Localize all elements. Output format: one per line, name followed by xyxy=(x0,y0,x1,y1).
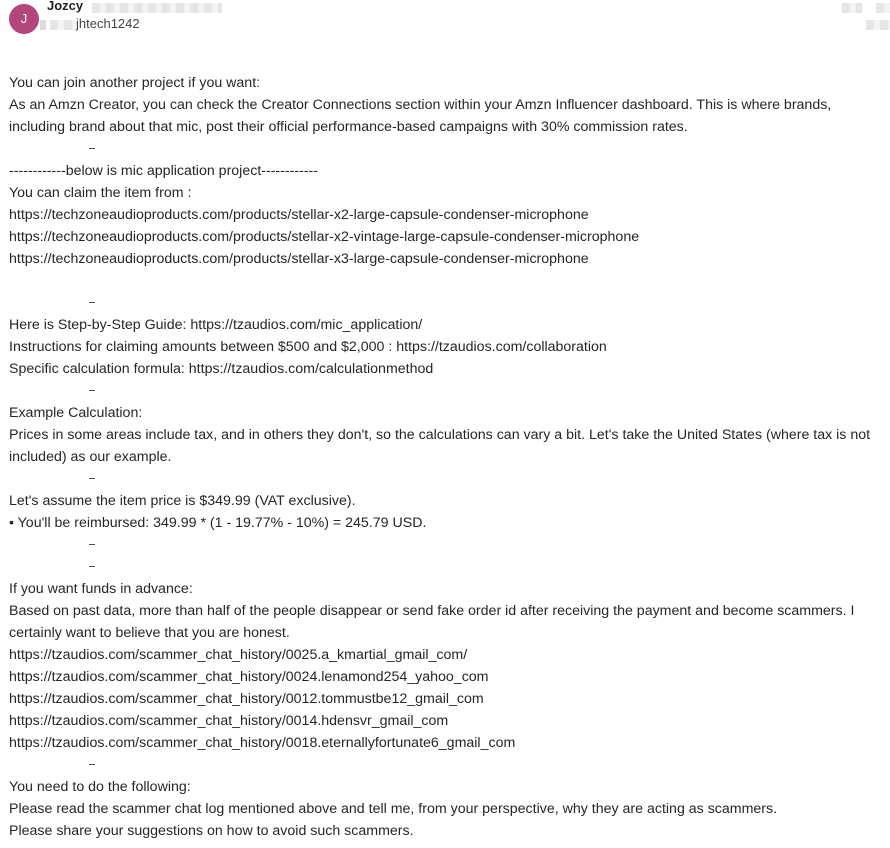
stray-mark xyxy=(89,478,95,479)
guide-line[interactable]: Specific calculation formula: https://tzaudios.com/calculationmethod xyxy=(9,361,434,377)
example-paragraph: Prices in some areas include tax, and in others they don't, so the calculations can vary a bit. Let's take the United States (where tax is not included) as our example. xyxy=(9,427,871,465)
todo-heading: You need to do the following: xyxy=(9,779,191,795)
blank-line xyxy=(9,556,885,578)
redacted-action-block xyxy=(876,3,890,13)
todo-line: Please read the scammer chat log mentioned above and tell me, from your perspective, why they are acting as scammers. xyxy=(9,801,778,817)
redacted-name-block xyxy=(92,3,222,13)
stray-mark xyxy=(89,390,95,391)
redacted-address-block xyxy=(50,20,76,30)
blank-line xyxy=(9,754,885,776)
sender-name[interactable]: Jozcy xyxy=(47,0,84,13)
scammer-link[interactable]: https://tzaudios.com/scammer_chat_history/0014.hdensvr_gmail_com xyxy=(9,713,449,729)
section-separator: ------------below is mic application project------------ xyxy=(9,163,318,179)
guide-line[interactable]: Instructions for claiming amounts between $500 and $2,000 : https://tzaudios.com/collaboration xyxy=(9,339,607,355)
claim-link[interactable]: https://techzoneaudioproducts.com/products/stellar-x2-large-capsule-condenser-microphone xyxy=(9,207,589,223)
email-header xyxy=(0,0,890,44)
redacted-date-block xyxy=(842,3,862,13)
scammer-link[interactable]: https://tzaudios.com/scammer_chat_history/0018.eternallyfortunate6_gmail_com xyxy=(9,735,516,751)
sender-avatar[interactable]: J xyxy=(9,4,39,34)
scammer-link[interactable]: https://tzaudios.com/scammer_chat_history/0024.lenamond254_yahoo_com xyxy=(9,669,489,685)
scammer-link[interactable]: https://tzaudios.com/scammer_chat_history/0012.tommustbe12_gmail_com xyxy=(9,691,484,707)
claim-link[interactable]: https://techzoneaudioproducts.com/products/stellar-x3-large-capsule-condenser-microphone xyxy=(9,251,589,267)
blank-line xyxy=(9,534,885,556)
blank-line xyxy=(9,292,885,314)
reimburse-line: • You'll be reimbursed: 349.99 * (1 - 19.77% - 10%) = 245.79 USD. xyxy=(9,515,427,531)
stray-mark xyxy=(89,566,95,567)
blank-line xyxy=(9,468,885,490)
sender-address[interactable]: jhtech1242 xyxy=(76,16,140,31)
todo-line: Please share your suggestions on how to avoid such scammers. xyxy=(9,823,414,839)
email-body xyxy=(9,72,885,842)
scammer-link[interactable]: https://tzaudios.com/scammer_chat_history/0025.a_kmartial_gmail_com/ xyxy=(9,647,468,663)
guide-line[interactable]: Here is Step-by-Step Guide: https://tzaudios.com/mic_application/ xyxy=(9,317,423,333)
example-heading: Example Calculation: xyxy=(9,405,143,421)
blank-line xyxy=(9,270,885,292)
redacted-time-block xyxy=(866,20,890,30)
stray-mark xyxy=(89,544,95,545)
intro-paragraph: As an Amzn Creator, you can check the Creator Connections section within your Amzn Influencer dashboard. This is where brands, including brand about that mic, post their official performance-based campaigns with 30% commission rates. xyxy=(9,97,832,135)
intro-line: You can join another project if you want: xyxy=(9,75,261,91)
advance-paragraph: Based on past data, more than half of the people disappear or send fake order id after receiving the payment and become scammers. I certainly want to believe that you are honest. xyxy=(9,603,855,641)
advance-heading: If you want funds in advance: xyxy=(9,581,193,597)
stray-mark xyxy=(89,764,95,765)
assume-line: Let's assume the item price is $349.99 (VAT exclusive). xyxy=(9,493,356,509)
blank-line xyxy=(9,380,885,402)
claim-label: You can claim the item from : xyxy=(9,185,192,201)
claim-link[interactable]: https://techzoneaudioproducts.com/products/stellar-x2-vintage-large-capsule-condenser-microphone xyxy=(9,229,640,245)
blank-line xyxy=(9,138,885,160)
redacted-address-icon xyxy=(40,20,46,30)
stray-mark xyxy=(89,148,95,149)
stray-mark xyxy=(89,302,95,303)
